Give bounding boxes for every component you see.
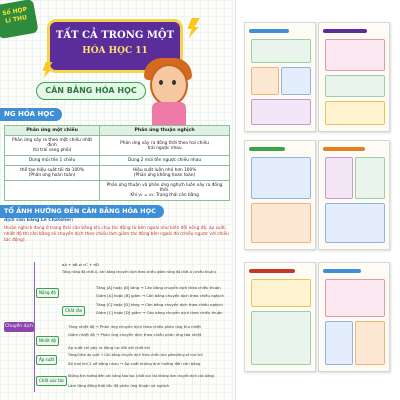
thumbnail-block [251,157,311,199]
table-row [5,136,230,156]
section-tag: NG HÓA HỌC [0,108,62,121]
mindmap-line: Tăng nhiệt độ → Phản ứng chuyển dịch theo chiều phản ứng thu nhiệt [68,324,201,329]
thumbnail-block [325,203,385,243]
character-face [150,64,188,106]
page-thumbnail [318,262,390,372]
character-eye [172,80,176,85]
page-thumbnail [244,262,316,372]
badge-line-1: Sổ HỌP [1,5,28,18]
mindmap-line: Tăng [A] hoặc [B] tăng → Cân bằng chuyển dịch theo chiều thuận [96,285,221,290]
page-thumbnail [244,22,316,132]
section-title: CÂN BẰNG HÓA HỌC [36,82,146,100]
thumbnail-block [355,321,385,365]
mindmap-node: Nồng độ [36,288,59,298]
table-cell: thể tạo hiệu suất tối đa 100% (Phản ứng hoàn toàn) [5,166,100,181]
mindmap-line: Áp suất chỉ gây ra động lực đối với chất khí [68,345,151,350]
thumbnail-heading [249,147,285,151]
comparison-table [4,125,230,201]
thumbnail-block [251,203,311,243]
mindmap-line: Giảm nhiệt độ → Phản ứng chuyển dịch theo chiều phản ứng tỏa nhiệt [68,332,202,337]
table-cell [5,181,100,201]
table-cell: Phản ứng xảy ra theo một chiều nhất định (từ trái sang phải) [5,136,100,156]
lightning-icon [186,18,200,38]
factors-tag: TỐ ẢNH HƯỞNG ĐẾN CÂN BẰNG HÓA HỌC [0,205,164,218]
thumbnail-block [325,321,353,365]
book-title-line-2: HÓA HỌC 11 [82,46,148,56]
series-badge [0,0,39,39]
thumbnail-block [251,311,311,365]
thumbnail-heading [323,147,365,151]
mindmap-branch [34,262,35,392]
mindmap-line: Làm tăng đồng thời tốc độ phản ứng thuận và nghịch [68,383,170,388]
mindmap-line: Giảm [C] hoặc [D] giảm → Cân bằng chuyển dịch theo chiều thuận [96,310,223,315]
lightning-icon [41,62,52,78]
table-header: Phản ứng một chiều [5,126,100,136]
table-header: Phản ứng thuận nghịch [100,126,230,136]
book-title-line-1: TẤT CẢ TRONG MỘT [55,30,175,41]
mindmap-node: Nhiệt độ [36,336,59,346]
mindmap-node: Chất xúc tác [36,376,67,386]
page-thumbnail [244,140,316,250]
mindmap-line: Số mol khí 2 vế bằng nhau → Áp suất không ảnh hưởng đến cân bằng [68,361,201,366]
principle-text: thuận nghịch đang ở trạng thái cân bằng khi chịu tác động từ bên ngoài như biến đổi nồng độ, áp suất, nhiệt độ thì cân bằng sẽ chuyển dịch theo chiều làm giảm tác động bên ngoài đó (chiều ngược với chiều tác động). [4,226,229,243]
table-row [5,181,230,201]
thumbnail-heading [249,29,289,33]
mindmap-line: Không ảnh hưởng đến cân bằng hóa học (chất xúc tác không làm chuyển dịch cân bằng) [68,374,215,378]
thumbnail-block [325,75,385,97]
thumbnail-block [251,99,311,125]
table-cell: Dùng mũi tên 1 chiều [5,156,100,166]
table-cell: Phản ứng thuận và phản ứng nghịch luôn xảy ra đồng thời. Khi v₁ = v₂: Trạng thái cân bằng [100,181,230,201]
mindmap-line: Tăng [C] hoặc [D] tăng → Cân bằng chuyển dịch theo chiều nghịch [96,302,223,307]
thumbnail-block [325,157,353,199]
table-cell: Phản ứng xảy ra đồng thời theo hai chiều trái ngược nhau [100,136,230,156]
thumbnail-block [325,279,385,317]
mindmap-root: Chuyển dịch [4,322,34,332]
thumbnail-block [355,157,385,199]
thumbnail-block [251,279,311,307]
table-row [5,166,230,181]
mindmap-line: Tăng nồng độ chất A, cân bằng chuyển dịch theo chiều giảm nồng độ chất A (chiều thuận) [62,270,216,274]
character-eye [159,80,163,85]
badge-line-2: Lí THU [4,14,28,25]
table-cell: Dùng 2 mũi tên ngược chiều nhau [100,156,230,166]
mindmap-line: Giảm [A] hoặc [B] giảm → Cân bằng chuyển dịch theo chiều nghịch [96,293,224,298]
thumbnail-block [325,101,385,125]
character-body [152,102,186,126]
page-thumbnail [318,22,390,132]
mindmap-node: Áp suất [36,355,57,365]
table-header-row [5,126,230,136]
table-cell: Hiệu suất luôn nhỏ hơn 100% (Phản ứng không hoàn toàn) [100,166,230,181]
mindmap-node: Chất rắn [62,306,85,316]
thumbnail-heading [249,269,295,273]
mindmap-line: Tăng/Giảm áp suất → Cân bằng chuyển dịch theo chiều làm giảm/tăng số mol khí [68,353,203,357]
thumbnail-block [251,67,279,95]
le-chatelier-label: dịch cân bằng Le Chatelier: [4,218,74,223]
page-thumbnail [318,140,390,250]
table-row [5,156,230,166]
thumbnail-block [251,39,311,63]
thumbnail-heading [323,269,361,273]
thumbnail-block [281,67,311,95]
thumbnail-heading [323,29,367,33]
thumbnail-block [325,39,385,71]
mindmap-line: aA + bB ⇌ cC + dD [62,262,99,267]
